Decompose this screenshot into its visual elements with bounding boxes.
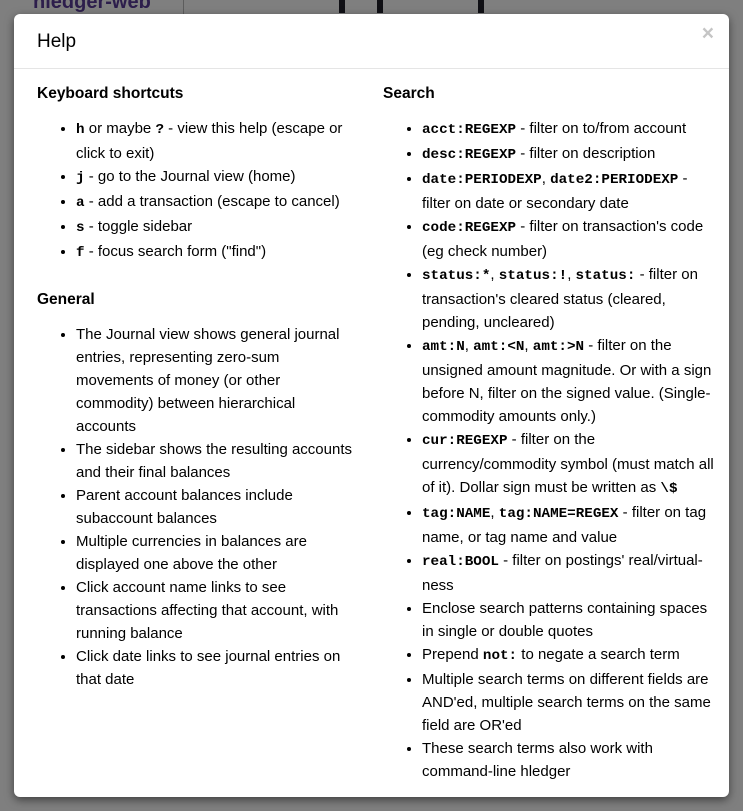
text-segment: ,	[464, 337, 474, 354]
list-item	[76, 240, 353, 265]
list-item	[422, 117, 714, 142]
keyboard-shortcuts-list	[37, 117, 353, 265]
search-list	[383, 117, 714, 783]
text-segment: - add a transaction (escape to cancel)	[84, 193, 340, 210]
text-segment: ,	[490, 266, 499, 283]
text-segment: ,	[490, 504, 499, 521]
code-term: ?	[155, 122, 164, 138]
text-segment: Multiple currencies in balances are displayed one above the other	[76, 533, 307, 573]
text-segment: ,	[524, 337, 533, 354]
text-segment: Enclose search patterns containing spaces in single or double quotes	[422, 600, 708, 640]
text-segment: Click account name links to see transactions affecting that account, with running balance	[76, 579, 339, 642]
list-item	[76, 645, 353, 691]
list-item	[422, 334, 714, 428]
list-item	[422, 737, 714, 783]
text-segment: - filter on transaction's cleared status (cleared, pending, uncleared)	[422, 266, 698, 331]
code-term: status:*	[422, 268, 491, 284]
modal-body	[14, 69, 729, 797]
code-term: real:BOOL	[422, 554, 499, 570]
code-term: date2:PERIODEXP	[550, 172, 679, 188]
text-segment: or maybe	[84, 120, 156, 137]
list-item	[422, 167, 714, 215]
code-term: amt:N	[422, 339, 465, 355]
code-term: not:	[482, 648, 518, 664]
list-item	[422, 263, 714, 334]
text-segment: These search terms also work with command-line hledger	[422, 740, 653, 780]
text-segment: The Journal view shows general journal entries, representing zero-sum movements of money (or other commodity) between hierarchical accounts	[76, 326, 340, 435]
code-term: code:REGEXP	[422, 220, 517, 236]
code-term: status:!	[498, 268, 568, 284]
list-item	[422, 142, 714, 167]
list-item	[422, 597, 714, 643]
code-term: cur:REGEXP	[422, 433, 508, 449]
text-segment: - view this help (escape or click to exit)	[76, 120, 343, 162]
text-segment: Multiple search terms on different fields are AND'ed, multiple search terms on the same field are OR'ed	[422, 671, 711, 734]
list-item	[422, 501, 714, 549]
text-segment: Click date links to see journal entries on that date	[76, 648, 341, 688]
text-segment: - focus search form ("find")	[84, 243, 267, 260]
text-segment: - toggle sidebar	[84, 218, 193, 235]
left-column	[22, 83, 368, 783]
list-item	[76, 165, 353, 190]
list-item	[422, 428, 714, 501]
list-item	[76, 576, 353, 645]
text-segment: The sidebar shows the resulting accounts and their final balances	[76, 441, 352, 481]
text-segment: ,	[567, 266, 576, 283]
text-segment: - filter on description	[516, 145, 656, 162]
right-column	[368, 83, 714, 783]
code-term: date:PERIODEXP	[422, 172, 542, 188]
list-item	[76, 438, 353, 484]
text-segment: - filter on the unsigned amount magnitude. Or with a sign before N, filter on the signed value. (Single-commodity amounts only.)	[422, 337, 712, 425]
close-icon[interactable]: ×	[701, 22, 714, 45]
list-item	[422, 668, 714, 737]
text-segment: ,	[541, 170, 551, 187]
code-term: s	[76, 220, 85, 236]
text-segment: Parent account balances include subaccount balances	[76, 487, 293, 527]
code-term: \$	[660, 481, 678, 497]
section-heading-general: General	[37, 291, 95, 308]
help-modal	[14, 14, 729, 797]
text-segment: - go to the Journal view (home)	[84, 168, 296, 185]
text-segment: Prepend	[422, 646, 483, 663]
list-item	[76, 530, 353, 576]
text-segment: - filter on to/from account	[516, 120, 687, 137]
section-heading-keyboard-shortcuts: Keyboard shortcuts	[37, 85, 184, 102]
code-term: j	[76, 170, 85, 186]
list-item	[76, 190, 353, 215]
list-item	[422, 215, 714, 263]
code-term: tag:NAME=REGEX	[498, 506, 619, 522]
code-term: amt:>N	[532, 339, 585, 355]
code-term: f	[76, 245, 85, 261]
text-segment: - filter on the currency/commodity symbol (must match all of it). Dollar sign must be written as	[422, 431, 714, 496]
list-item	[76, 117, 353, 165]
text-segment: - filter on tag name, or tag name and value	[422, 504, 707, 546]
code-term: acct:REGEXP	[422, 122, 517, 138]
code-term: h	[76, 122, 85, 138]
text-segment: to negate a search term	[517, 646, 680, 663]
list-item	[76, 484, 353, 530]
code-term: a	[76, 195, 85, 211]
code-term: status:	[575, 268, 636, 284]
code-term: amt:<N	[473, 339, 525, 355]
general-list	[37, 323, 353, 691]
modal-header	[14, 14, 729, 69]
list-item	[422, 549, 714, 597]
code-term: tag:NAME	[422, 506, 491, 522]
text-segment: - filter on transaction's code (eg check number)	[422, 218, 704, 260]
text-segment: - filter on date or secondary date	[422, 170, 688, 212]
list-item	[422, 643, 714, 668]
section-heading-search: Search	[383, 85, 435, 102]
list-item	[76, 215, 353, 240]
list-item	[76, 323, 353, 438]
code-term: desc:REGEXP	[422, 147, 517, 163]
modal-title: Help	[37, 31, 77, 52]
text-segment: - filter on postings' real/virtual-ness	[422, 552, 703, 594]
